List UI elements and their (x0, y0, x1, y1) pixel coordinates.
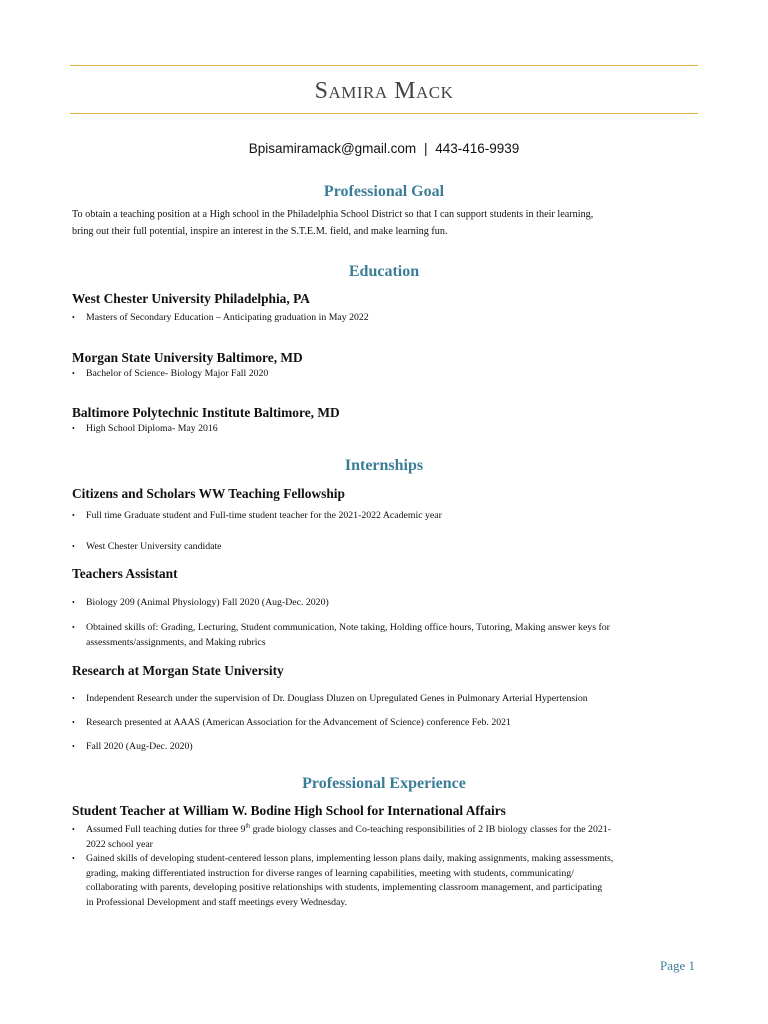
internship-entry-title: Teachers Assistant (72, 566, 178, 581)
education-entry-title: Baltimore Polytechnic Institute Baltimore, MD (72, 405, 340, 420)
section-title-experience: Professional Experience (302, 775, 466, 792)
experience-bullet: • Gained skills of developing student-centered lesson plans, implementing lesson plans daily, making assignments, making assessments, grading, making differentiated instruction for diverse ranges of learning capabilities, meeting with students, communicating/ collaborating with parents, developing positive relationships with students, implementing classroom management, and participating in Professional Development and staff meetings every Wednesday. (72, 852, 698, 910)
internship-entry-title: Research at Morgan State University (72, 663, 284, 678)
bullet-dot: • (72, 313, 75, 322)
candidate-name: Samira Mack (314, 78, 454, 104)
bullet-dot: • (72, 369, 75, 378)
bullet-dot: • (72, 718, 75, 727)
page-number: Page 1 (659, 958, 695, 973)
internship-bullet: • Fall 2020 (Aug-Dec. 2020) (72, 740, 698, 755)
bullet-dot: • (72, 854, 75, 863)
internship-bullet: • West Chester University candidate (72, 540, 698, 555)
education-bullet: • Bachelor of Science- Biology Major Fall 2020 (72, 367, 698, 382)
phone-text: 443-416-9939 (435, 141, 520, 156)
bullet-dot: • (72, 542, 75, 551)
header-top-rule (70, 65, 698, 66)
header-bottom-rule (70, 113, 698, 114)
bullet-dot: • (72, 623, 75, 632)
experience-bullet: • Assumed Full teaching duties for three 9th grade biology classes and Co-teaching responsibilities of 2 IB biology classes for the 2021- 2022 school year (72, 823, 698, 852)
goal-text-line: bring out their full potential, inspire an interest in the S.T.E.M. field, and make learning fun. (72, 226, 448, 237)
section-title-internships: Internships (344, 457, 424, 474)
internship-bullet: • Independent Research under the supervision of Dr. Douglass Dluzen on Upregulated Genes in Pulmonary Arterial Hypertension (72, 692, 698, 707)
education-entry-title: Morgan State University Baltimore, MD (72, 350, 303, 365)
goal-text-line: To obtain a teaching position at a High school in the Philadelphia School District so that I can support students in their learning, (72, 209, 594, 220)
bullet-dot: • (72, 598, 75, 607)
bullet-dot: • (72, 825, 75, 834)
internship-bullet: • Research presented at AAAS (American Association for the Advancement of Science) conference Feb. 2021 (72, 716, 698, 731)
section-title-goal: Professional Goal (323, 183, 445, 200)
education-entry-title: West Chester University Philadelphia, PA (72, 291, 310, 306)
bullet-dot: • (72, 694, 75, 703)
internship-entry-title: Citizens and Scholars WW Teaching Fellowship (72, 486, 345, 501)
experience-entry-title: Student Teacher at William W. Bodine High School for International Affairs (72, 803, 506, 818)
contact-line (70, 141, 698, 156)
bullet-dot: • (72, 742, 75, 751)
bullet-dot: • (72, 424, 75, 433)
email-text: Bpisamiramack@gmail.com (248, 141, 417, 156)
contact-separator: | (423, 141, 428, 156)
education-bullet: • Masters of Secondary Education – Anticipating graduation in May 2022 (72, 311, 698, 326)
internship-bullet: • Biology 209 (Animal Physiology) Fall 2020 (Aug-Dec. 2020) (72, 596, 698, 611)
section-title-education: Education (348, 263, 420, 280)
bullet-dot: • (72, 511, 75, 520)
internship-bullet: • Obtained skills of: Grading, Lecturing, Student communication, Note taking, Holding office hours, Tutoring, Making answer keys for (72, 621, 698, 636)
internship-bullet-continued: assessments/assignments, and Making rubrics (86, 637, 266, 648)
education-bullet: • High School Diploma- May 2016 (72, 422, 698, 437)
internship-bullet: • Full time Graduate student and Full-time student teacher for the 2021-2022 Academic year (72, 509, 698, 524)
